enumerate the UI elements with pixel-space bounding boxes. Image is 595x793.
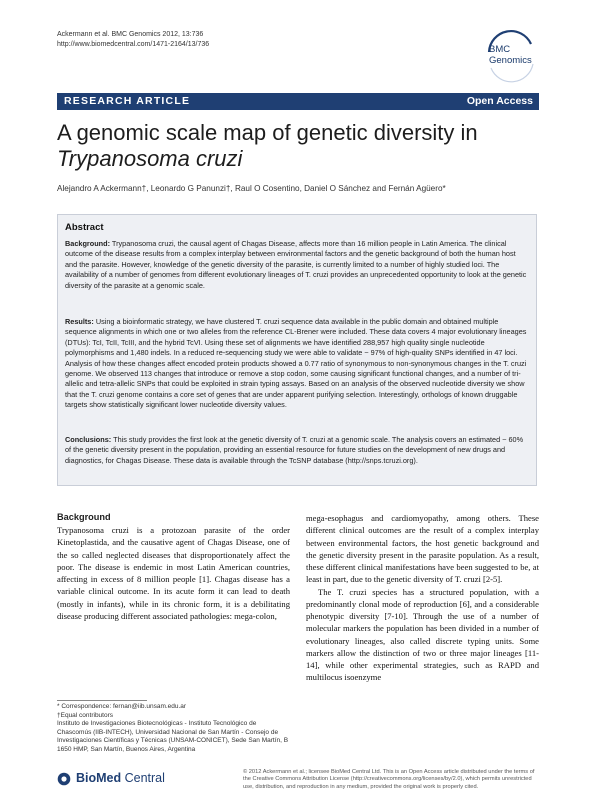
footnote-divider	[57, 700, 147, 701]
article-url[interactable]: http://www.biomedcentral.com/1471-2164/13/736	[57, 41, 210, 48]
abstract-box	[57, 214, 537, 486]
left-column	[57, 524, 290, 622]
footnotes	[57, 703, 290, 755]
abstract-background	[65, 239, 529, 291]
logo-genomics: Genomics	[489, 55, 532, 66]
biomed-central-logo	[57, 772, 197, 788]
article-title	[57, 120, 537, 172]
body-paragraph: The T. cruzi species has a structured population, with a predominantly clonal mode of reproduction [6], and a considerable phenotypic diversity [7-10]. Through the use of a number of molecular markers the population has been divided in a number of evolutionary lineages, also called discrete typing units. Some markers allow the distinction of two or three major lineages [11-14], while other experimental strategies, such as RAPD and multilocus isoenzyme	[306, 586, 539, 683]
equal-contrib-note: †Equal contributors	[57, 711, 114, 719]
background-heading: Background	[57, 512, 111, 522]
body-paragraph: mega-esophagus and cardiomyopathy, among others. These different clinical outcomes are the result of a complex interplay between environmental factors, the host genetic background and the genetic diversity present in the parasite population. As a result, these different clinical manifestations have been suggested to be, at least in part, due to the genetic diversity of T. cruzi [2-5].	[306, 513, 539, 585]
copyright-notice: © 2012 Ackermann et al.; licensee BioMed Central Ltd. This is an Open Access article distributed under the terms of the Creative Commons Attribution License (http://creativecommons.org/licenses/by/2.0), which permits unrestricted use, distribution, and reproduction in any medium, provided the original work is properly cited.	[243, 769, 535, 790]
title-line-1: A genomic scale map of genetic diversity in	[57, 120, 478, 145]
results-label: Results:	[65, 317, 94, 326]
correspondence-note[interactable]: * Correspondence: fernan@iib.unsam.edu.ar	[57, 703, 187, 710]
abstract-conclusions	[65, 435, 529, 466]
conclusions-text: This study provides the first look at the genetic diversity of T. cruzi at a genomic scale. The analysis covers an estimated ~ 60% of the genetic diversity present in the population, providing an essential resource for future studies on the development of new drugs and diagnostics, for Chagas Disease. These data is available through the TcSNP database (http://snps.tcruzi.org).	[65, 435, 524, 465]
publisher-bold: BioMed	[76, 771, 122, 785]
citation-line: Ackermann et al. BMC Genomics 2012, 13:736	[57, 31, 204, 38]
bmc-genomics-logo	[483, 28, 539, 84]
title-line-2: Trypanosoma cruzi	[57, 146, 243, 171]
publisher-rest: Central	[121, 771, 165, 785]
article-type: RESEARCH ARTICLE	[64, 95, 191, 107]
conclusions-label: Conclusions:	[65, 435, 112, 444]
right-column	[306, 512, 539, 684]
biomed-central-icon	[57, 772, 71, 786]
abstract-heading: Abstract	[65, 222, 104, 233]
open-access-label: Open Access	[466, 95, 533, 107]
background-text: Trypanosoma cruzi, the causal agent of Chagas Disease, affects more than 16 million people in Latin America. The clinical outcome of the disease results from a complex interplay between environmental factors and the genetic background of both the human host and the parasite. However, knowledge of the genetic diversity of the parasite, is currently limited to a number of highly studied loci. The availability of a number of genomes from different evolutionary lineages of T. cruzi provides an unprecedented opportunity to look at the genetic diversity of the parasite at a genomic scale.	[65, 239, 527, 290]
abstract-results	[65, 317, 529, 411]
affiliation-note: Instituto de Investigaciones Biotecnológicas - Instituto Tecnológico de Chascomús (IIB-INTECH), Universidad Nacional de San Martín - Consejo de Investigaciones Científicas y Técnicas (UNSAM-CONICET), Sede San Martín, B 1650 HMP, San Martín, Buenos Aires, Argentina	[57, 720, 289, 753]
body-paragraph: Trypanosoma cruzi is a protozoan parasite of the order Kinetoplastida, and the causative agent of Chagas Disease, one of the so called neglected diseases that disproportionately affect the poor. The disease is endemic in most Latin American countries, affecting in excess of 8 million people [1]. Chagas disease has a variable clinical outcome. In its acute form it can lead to death (mostly in infants), while in its chronic form, it is a debilitating disease producing different associated pathologies: mega-colon,	[57, 525, 290, 621]
background-label: Background:	[65, 239, 110, 248]
results-text: Using a bioinformatic strategy, we have clustered T. cruzi sequence data available in the public domain and obtained multiple sequence alignments in which one or two alleles from the reference CL-Brener were included. These data covers 4 major evolutionary lineages (DTUs): TcI, TcII, TcIII, and the hybrid TcVI. Using these set of alignments we have identified 288,957 high quality single nucleotide polymorphisms and 1,480 indels. In a reduced re-sequencing study we were able to validate ~ 97% of high-quality SNPs identified in 47 loci. Analysis of how these changes affect encoded protein products showed a 0.77 ratio of synonymous to non-synonymous changes in the T. cruzi genome. We observed 113 changes that introduce or remove a stop codon, some causing significant functional changes, and a number of tri-allelic and tetra-allelic SNPs that could be exploited in strain typing assays. Based on an analysis of the observed nucleotide diversity we show that the T. cruzi genome contains a core set of genes that are under apparent purifying selection. Interestingly, orthologs of known druggable targets show statistically significant lower nucleotide diversity values.	[65, 317, 527, 410]
article-type-bar	[57, 93, 539, 110]
author-list: Alejandro A Ackermann†, Leonardo G Panunzi†, Raul O Cosentino, Daniel O Sánchez and Fernán Agüero*	[57, 184, 446, 193]
logo-bmc: BMC	[489, 44, 511, 55]
journal-citation	[57, 30, 209, 50]
